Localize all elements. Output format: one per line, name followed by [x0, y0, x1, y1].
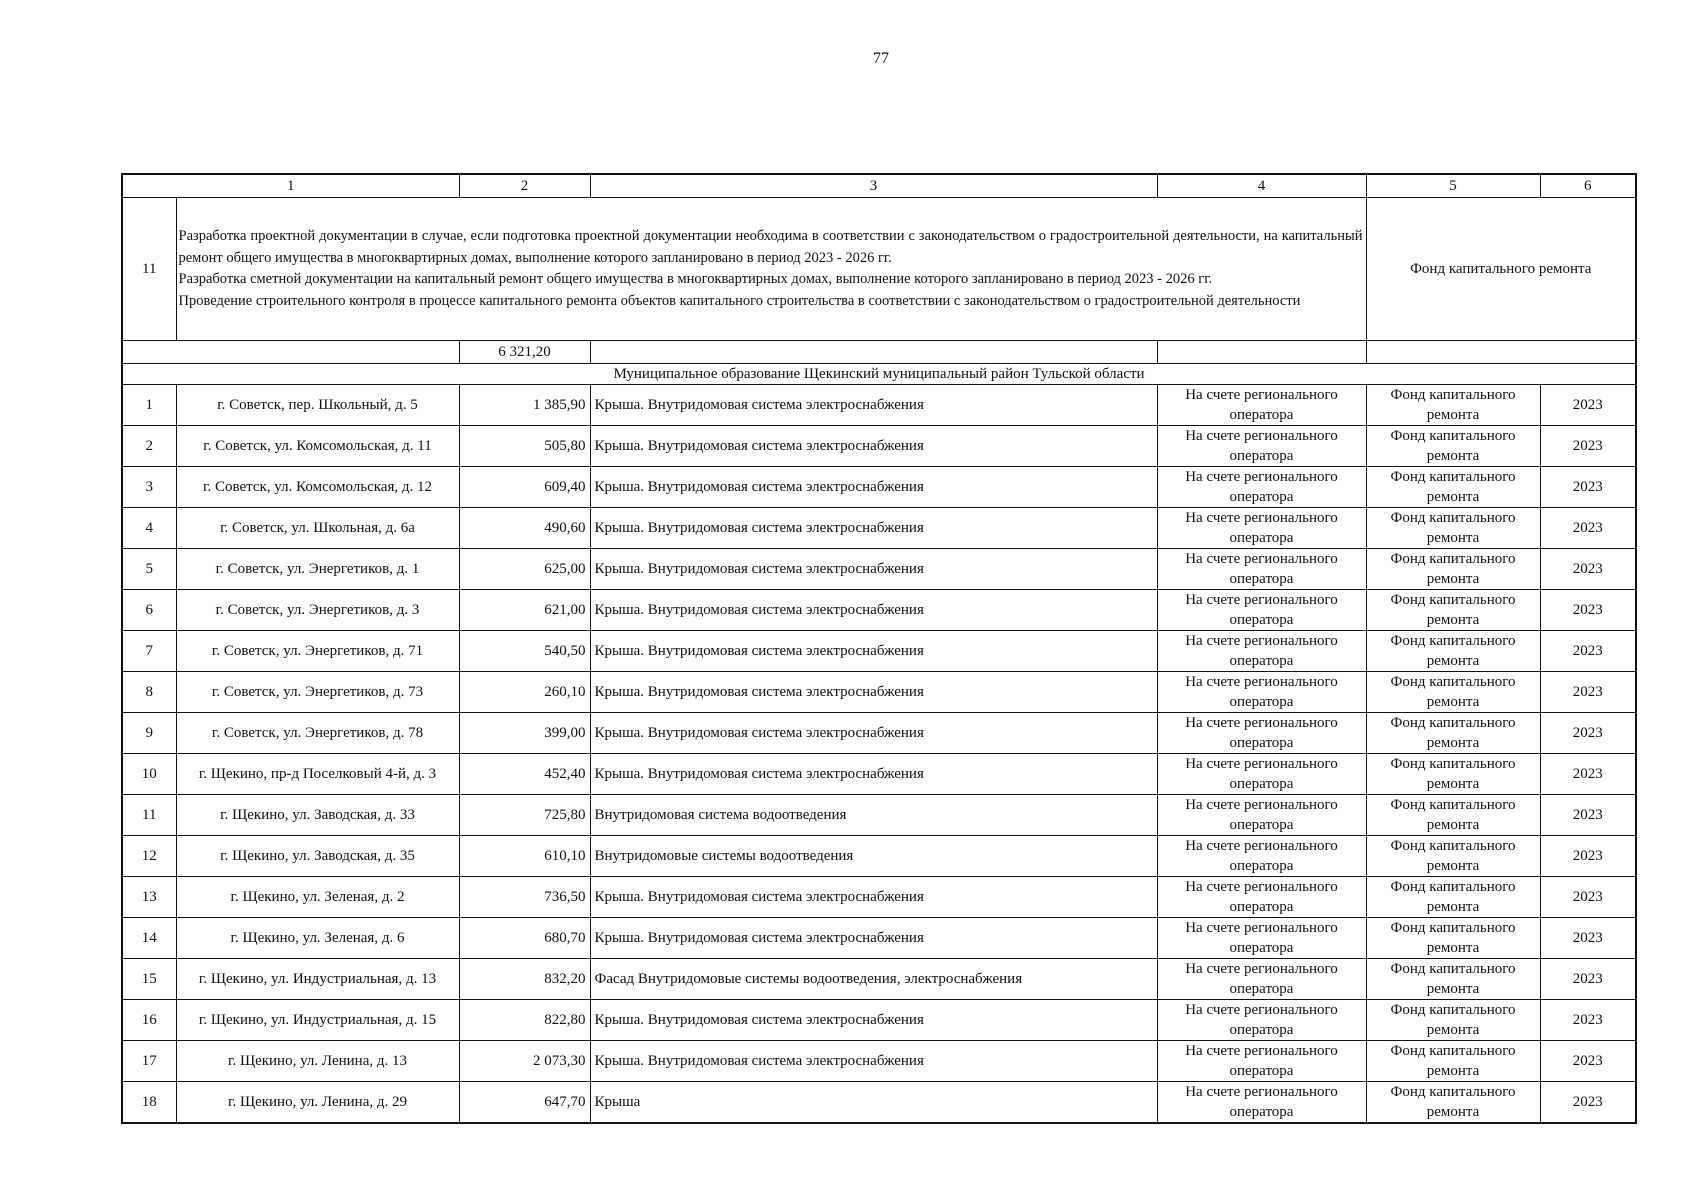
row-year: 2023	[1540, 1082, 1636, 1124]
row-account: На счете регионального оператора	[1157, 1082, 1366, 1124]
column-number-row	[122, 174, 1636, 198]
row-year: 2023	[1540, 877, 1636, 918]
row-area: 452,40	[459, 754, 590, 795]
row-work-type: Внутридомовые системы водоотведения	[590, 836, 1157, 877]
column-header-5: 5	[1366, 174, 1540, 198]
row-number: 8	[122, 672, 176, 713]
row-number: 15	[122, 959, 176, 1000]
row-work-type: Крыша. Внутридомовая система электроснабжения	[590, 508, 1157, 549]
row-work-type: Крыша	[590, 1082, 1157, 1124]
row-address: г. Щекино, ул. Зеленая, д. 2	[176, 877, 459, 918]
row-funding-source: Фонд капитального ремонта	[1366, 795, 1540, 836]
row-address: г. Советск, ул. Энергетиков, д. 78	[176, 713, 459, 754]
row-account: На счете регионального оператора	[1157, 1000, 1366, 1041]
row-number: 5	[122, 549, 176, 590]
row-account: На счете регионального оператора	[1157, 877, 1366, 918]
row-year: 2023	[1540, 385, 1636, 426]
row-area: 610,10	[459, 836, 590, 877]
row-year: 2023	[1540, 836, 1636, 877]
row-account: На счете регионального оператора	[1157, 549, 1366, 590]
row-year: 2023	[1540, 631, 1636, 672]
row-account: На счете регионального оператора	[1157, 590, 1366, 631]
intro-row	[122, 198, 1636, 341]
row-work-type: Внутридомовая система водоотведения	[590, 795, 1157, 836]
row-number: 1	[122, 385, 176, 426]
row-address: г. Щекино, ул. Зеленая, д. 6	[176, 918, 459, 959]
row-year: 2023	[1540, 467, 1636, 508]
row-account: На счете регионального оператора	[1157, 754, 1366, 795]
row-area: 609,40	[459, 467, 590, 508]
total-empty-cell	[1366, 341, 1636, 364]
row-funding-source: Фонд капитального ремонта	[1366, 508, 1540, 549]
row-address: г. Советск, ул. Школьная, д. 6а	[176, 508, 459, 549]
column-header-4: 4	[1157, 174, 1366, 198]
row-area: 490,60	[459, 508, 590, 549]
intro-text	[176, 198, 1366, 341]
table-row	[122, 754, 1636, 795]
row-funding-source: Фонд капитального ремонта	[1366, 1041, 1540, 1082]
row-area: 505,80	[459, 426, 590, 467]
row-address: г. Советск, пер. Школьный, д. 5	[176, 385, 459, 426]
column-header-3: 3	[590, 174, 1157, 198]
table-row	[122, 426, 1636, 467]
row-account: На счете регионального оператора	[1157, 631, 1366, 672]
row-address: г. Щекино, ул. Заводская, д. 33	[176, 795, 459, 836]
row-year: 2023	[1540, 795, 1636, 836]
row-work-type: Крыша. Внутридомовая система электроснабжения	[590, 631, 1157, 672]
column-header-2: 2	[459, 174, 590, 198]
row-area: 399,00	[459, 713, 590, 754]
row-address: г. Щекино, ул. Заводская, д. 35	[176, 836, 459, 877]
row-number: 6	[122, 590, 176, 631]
row-number: 3	[122, 467, 176, 508]
row-work-type: Крыша. Внутридомовая система электроснабжения	[590, 426, 1157, 467]
row-year: 2023	[1540, 672, 1636, 713]
row-number: 9	[122, 713, 176, 754]
row-number: 4	[122, 508, 176, 549]
row-work-type: Крыша. Внутридомовая система электроснабжения	[590, 1041, 1157, 1082]
row-funding-source: Фонд капитального ремонта	[1366, 631, 1540, 672]
row-area: 2 073,30	[459, 1041, 590, 1082]
table-row	[122, 672, 1636, 713]
intro-fund: Фонд капитального ремонта	[1366, 198, 1636, 341]
intro-number: 11	[122, 198, 176, 341]
row-year: 2023	[1540, 754, 1636, 795]
row-area: 647,70	[459, 1082, 590, 1124]
row-number: 12	[122, 836, 176, 877]
table-row	[122, 631, 1636, 672]
row-funding-source: Фонд капитального ремонта	[1366, 713, 1540, 754]
total-sum: 6 321,20	[459, 341, 590, 364]
row-number: 18	[122, 1082, 176, 1124]
row-area: 625,00	[459, 549, 590, 590]
row-address: г. Щекино, ул. Ленина, д. 13	[176, 1041, 459, 1082]
table-row	[122, 918, 1636, 959]
row-account: На счете регионального оператора	[1157, 672, 1366, 713]
row-account: На счете регионального оператора	[1157, 426, 1366, 467]
row-year: 2023	[1540, 959, 1636, 1000]
row-year: 2023	[1540, 1000, 1636, 1041]
page-number: 77	[873, 50, 889, 67]
row-work-type: Крыша. Внутридомовая система электроснабжения	[590, 549, 1157, 590]
row-address: г. Советск, ул. Комсомольская, д. 11	[176, 426, 459, 467]
row-address: г. Советск, ул. Энергетиков, д. 71	[176, 631, 459, 672]
row-work-type: Фасад Внутридомовые системы водоотведения, электроснабжения	[590, 959, 1157, 1000]
row-funding-source: Фонд капитального ремонта	[1366, 877, 1540, 918]
table-row	[122, 385, 1636, 426]
row-address: г. Щекино, ул. Индустриальная, д. 15	[176, 1000, 459, 1041]
row-funding-source: Фонд капитального ремонта	[1366, 754, 1540, 795]
row-work-type: Крыша. Внутридомовая система электроснабжения	[590, 385, 1157, 426]
row-number: 16	[122, 1000, 176, 1041]
row-year: 2023	[1540, 1041, 1636, 1082]
intro-paragraph-estimate: Разработка сметной документации на капитальный ремонт общего имущества в многоквартирных домах, выполнение которого запланировано в период 2023 - 2026 гг.	[178, 271, 1213, 287]
row-funding-source: Фонд капитального ремонта	[1366, 549, 1540, 590]
row-number: 11	[122, 795, 176, 836]
row-work-type: Крыша. Внутридомовая система электроснабжения	[590, 1000, 1157, 1041]
row-funding-source: Фонд капитального ремонта	[1366, 836, 1540, 877]
row-year: 2023	[1540, 713, 1636, 754]
row-funding-source: Фонд капитального ремонта	[1366, 385, 1540, 426]
row-address: г. Советск, ул. Энергетиков, д. 3	[176, 590, 459, 631]
table-row	[122, 508, 1636, 549]
row-account: На счете регионального оператора	[1157, 959, 1366, 1000]
row-funding-source: Фонд капитального ремонта	[1366, 590, 1540, 631]
row-account: На счете регионального оператора	[1157, 1041, 1366, 1082]
row-account: На счете регионального оператора	[1157, 385, 1366, 426]
table-row	[122, 836, 1636, 877]
total-empty-cell	[122, 341, 459, 364]
region-title: Муниципальное образование Щекинский муниципальный район Тульской области	[122, 364, 1636, 385]
total-empty-cell	[590, 341, 1157, 364]
column-header-6: 6	[1540, 174, 1636, 198]
row-area: 621,00	[459, 590, 590, 631]
row-number: 10	[122, 754, 176, 795]
row-account: На счете регионального оператора	[1157, 508, 1366, 549]
row-work-type: Крыша. Внутридомовая система электроснабжения	[590, 918, 1157, 959]
row-funding-source: Фонд капитального ремонта	[1366, 426, 1540, 467]
row-work-type: Крыша. Внутридомовая система электроснабжения	[590, 877, 1157, 918]
row-area: 822,80	[459, 1000, 590, 1041]
row-account: На счете регионального оператора	[1157, 918, 1366, 959]
row-funding-source: Фонд капитального ремонта	[1366, 1000, 1540, 1041]
column-header-1: 1	[122, 174, 459, 198]
row-number: 17	[122, 1041, 176, 1082]
row-area: 680,70	[459, 918, 590, 959]
row-work-type: Крыша. Внутридомовая система электроснабжения	[590, 672, 1157, 713]
row-address: г. Советск, ул. Энергетиков, д. 73	[176, 672, 459, 713]
row-year: 2023	[1540, 426, 1636, 467]
row-address: г. Советск, ул. Комсомольская, д. 12	[176, 467, 459, 508]
row-area: 725,80	[459, 795, 590, 836]
row-address: г. Щекино, ул. Ленина, д. 29	[176, 1082, 459, 1124]
row-funding-source: Фонд капитального ремонта	[1366, 1082, 1540, 1124]
capital-repair-table	[121, 173, 1637, 1124]
row-number: 14	[122, 918, 176, 959]
row-funding-source: Фонд капитального ремонта	[1366, 467, 1540, 508]
row-work-type: Крыша. Внутридомовая система электроснабжения	[590, 754, 1157, 795]
row-year: 2023	[1540, 508, 1636, 549]
total-empty-cell	[1157, 341, 1366, 364]
row-account: На счете регионального оператора	[1157, 836, 1366, 877]
row-number: 2	[122, 426, 176, 467]
row-year: 2023	[1540, 549, 1636, 590]
row-area: 540,50	[459, 631, 590, 672]
region-row	[122, 364, 1636, 385]
row-work-type: Крыша. Внутридомовая система электроснабжения	[590, 713, 1157, 754]
row-number: 13	[122, 877, 176, 918]
table-row	[122, 1082, 1636, 1124]
intro-paragraph-design: Разработка проектной документации в случае, если подготовка проектной документации необходима в соответствии с законодательством о градостроительной деятельности, на капитальный ремонт общего имущества в многоквартирных домах, выполнение которого запланировано в период 2023 - 2026 гг.	[178, 228, 1363, 266]
table-row	[122, 1041, 1636, 1082]
table-row	[122, 877, 1636, 918]
table-row	[122, 959, 1636, 1000]
row-address: г. Щекино, ул. Индустриальная, д. 13	[176, 959, 459, 1000]
row-account: На счете регионального оператора	[1157, 795, 1366, 836]
row-number: 7	[122, 631, 176, 672]
row-area: 260,10	[459, 672, 590, 713]
table-row	[122, 590, 1636, 631]
row-area: 832,20	[459, 959, 590, 1000]
row-address: г. Щекино, пр-д Поселковый 4-й, д. 3	[176, 754, 459, 795]
table-row	[122, 713, 1636, 754]
row-account: На счете регионального оператора	[1157, 467, 1366, 508]
table-row	[122, 467, 1636, 508]
table-row	[122, 549, 1636, 590]
intro-paragraph-control: Проведение строительного контроля в процессе капитального ремонта объектов капитального строительства в соответствии с законодательством о градостроительной деятельности	[178, 292, 1301, 309]
row-funding-source: Фонд капитального ремонта	[1366, 959, 1540, 1000]
row-area: 736,50	[459, 877, 590, 918]
row-address: г. Советск, ул. Энергетиков, д. 1	[176, 549, 459, 590]
row-year: 2023	[1540, 590, 1636, 631]
row-work-type: Крыша. Внутридомовая система электроснабжения	[590, 467, 1157, 508]
row-area: 1 385,90	[459, 385, 590, 426]
row-work-type: Крыша. Внутридомовая система электроснабжения	[590, 590, 1157, 631]
row-funding-source: Фонд капитального ремонта	[1366, 672, 1540, 713]
table-row	[122, 795, 1636, 836]
table-row	[122, 1000, 1636, 1041]
row-funding-source: Фонд капитального ремонта	[1366, 918, 1540, 959]
row-account: На счете регионального оператора	[1157, 713, 1366, 754]
row-year: 2023	[1540, 918, 1636, 959]
total-row	[122, 341, 1636, 364]
